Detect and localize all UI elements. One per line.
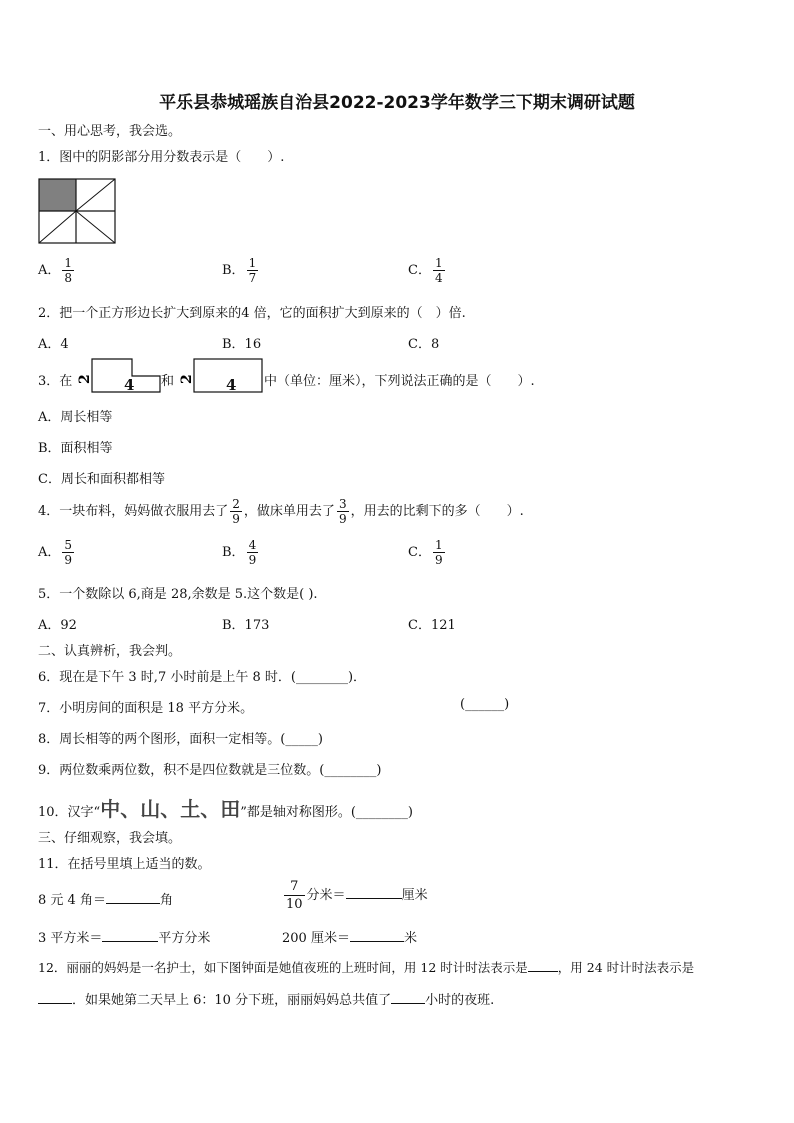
answer-blank-24h[interactable]: [38, 991, 72, 1004]
numerator: 1: [64, 256, 73, 270]
question-7-text: 7．小明房间的面积是 18 平方分米。: [38, 701, 254, 716]
denominator: 10: [286, 897, 303, 912]
shape-a-length: 4: [124, 376, 135, 394]
svg-text:2: 2: [77, 374, 93, 384]
answer-blank-12h[interactable]: [528, 959, 558, 972]
numerator: 2: [232, 497, 240, 511]
question-5-text: 5．一个数除以 6,商是 28,余数是 5.这个数是( ).: [38, 587, 318, 602]
numerator: 7: [290, 879, 299, 894]
q11-r2a-prefix: 3 平方米＝: [38, 931, 103, 946]
option-5a[interactable]: A．92: [38, 618, 77, 633]
q11-r1b-prefix: 分米＝: [306, 888, 346, 903]
q4-part-3: ，用去的比剩下的多（ ）.: [350, 504, 524, 519]
numerator: 5: [64, 538, 73, 552]
question-3-prefix: 3．在: [38, 374, 73, 389]
option-label: C．: [408, 263, 431, 278]
fraction-used-sheet: [337, 497, 349, 526]
numerator: 1: [434, 538, 443, 552]
option-4b[interactable]: [222, 538, 260, 567]
question-2-text: 2．把一个正方形边长扩大到原来的4 倍，它的面积扩大到原来的（ ）倍.: [38, 306, 466, 321]
q11-r1a-prefix: 8 元 4 角＝: [38, 893, 106, 908]
option-label: B．: [222, 545, 245, 560]
q12-part-4: 小时的夜班.: [425, 993, 495, 1008]
option-label: B．: [222, 263, 245, 278]
fraction: [247, 538, 259, 567]
option-3c[interactable]: C．周长和面积都相等: [38, 472, 165, 487]
option-1c[interactable]: [408, 256, 447, 285]
q11-r1b-unit: 厘米: [401, 888, 428, 903]
denominator: 4: [434, 271, 443, 285]
answer-blank[interactable]: [346, 886, 402, 899]
svg-text:2: 2: [179, 374, 195, 384]
question-9-text: 9．两位数乘两位数，积不是四位数就是三位数。(________): [38, 763, 382, 778]
answer-blank[interactable]: [350, 929, 404, 942]
q11-r2b-unit: 米: [403, 931, 417, 946]
shape-b-length: 4: [226, 376, 237, 394]
q11-r1a-unit: 角: [159, 893, 173, 908]
question-3-suffix: 中（单位：厘米），下列说法正确的是（ ）.: [264, 374, 535, 389]
fraction-used-clothes: [230, 497, 242, 526]
denominator: 8: [64, 271, 73, 285]
question-12-line-1: [38, 958, 694, 976]
option-5c[interactable]: C．121: [408, 618, 456, 633]
denominator: 9: [338, 512, 347, 526]
denominator: 9: [64, 553, 73, 567]
answer-blank[interactable]: [106, 891, 160, 904]
section-heading-2: 二、认真辨析，我会判。: [38, 644, 182, 659]
denominator: 9: [232, 512, 240, 526]
fraction: [62, 256, 74, 285]
section-heading-3: 三、仔细观察，我会填。: [38, 831, 182, 846]
fraction: [433, 538, 445, 567]
question-11-text: 11．在括号里填上适当的数。: [38, 857, 211, 872]
question-1-text: 1．图中的阴影部分用分数表示是（ ）.: [38, 150, 285, 165]
answer-blank-hours[interactable]: [391, 991, 425, 1004]
numerator: 1: [248, 256, 257, 270]
q11-row2-a: [38, 927, 210, 946]
question-10-text: [38, 793, 413, 822]
question-3-shape-b: [178, 358, 264, 394]
option-3a[interactable]: A．周长相等: [38, 410, 113, 425]
option-2b[interactable]: B．16: [222, 337, 262, 352]
q11-row1-b: [282, 878, 428, 913]
q11-row2-b: [282, 927, 417, 946]
question-3-shape-a: [76, 358, 162, 394]
denominator: 9: [434, 553, 443, 567]
q11-r2a-unit: 平方分米: [158, 931, 211, 946]
page-title: 平乐县恭城瑶族自治县2022-2023学年数学三下期末调研试题: [159, 93, 635, 113]
q10-suffix: ”都是轴对称图形。(________): [240, 805, 413, 820]
q12-part-1: 12．丽丽的妈妈是一名护士，如下图钟面是她值夜班的上班时间，用 12 时计时法表示是: [38, 960, 528, 975]
option-1b[interactable]: [222, 256, 260, 285]
question-12-line-2: [38, 989, 494, 1008]
question-8-text: 8．周长相等的两个图形，面积一定相等。(_____): [38, 732, 323, 747]
q12-part-2: ，用 24 时计时法表示是: [557, 960, 695, 975]
option-1a[interactable]: [38, 256, 76, 285]
option-2a[interactable]: A．4: [38, 337, 69, 352]
option-label: A．: [38, 263, 61, 278]
q4-part-2: ，做床单用去了: [243, 504, 335, 519]
question-3-and: 和: [161, 374, 175, 389]
q11-r2b-prefix: 200 厘米＝: [282, 931, 350, 946]
option-label: C．: [408, 545, 431, 560]
option-4c[interactable]: [408, 538, 447, 567]
question-4-text: [38, 497, 524, 526]
q10-prefix: 10．汉字“: [38, 805, 101, 820]
numerator: 1: [434, 256, 443, 270]
question-6-text: 6．现在是下午 3 时,7 小时前是上午 8 时．(________)．: [38, 670, 367, 685]
q4-part-1: 4．一块布料，妈妈做衣服用去了: [38, 504, 229, 519]
section-heading-1: 一、用心思考，我会选。: [38, 124, 182, 139]
question-7-answer-blank[interactable]: (______): [460, 697, 510, 712]
question-1-figure: [38, 178, 116, 244]
fraction: [247, 256, 259, 285]
q10-characters: 中、山、土、田: [100, 797, 241, 821]
fraction: [433, 256, 445, 285]
denominator: 7: [248, 271, 257, 285]
option-label: A．: [38, 545, 61, 560]
q11-row1-a: [38, 889, 173, 908]
denominator: 9: [248, 553, 257, 567]
numerator: 4: [248, 538, 257, 552]
fraction: [284, 878, 305, 913]
option-2c[interactable]: C．8: [408, 337, 440, 352]
fraction: [62, 538, 74, 567]
answer-blank[interactable]: [102, 929, 158, 942]
q12-part-3: ．如果她第二天早上 6：10 分下班，丽丽妈妈总共值了: [72, 993, 392, 1008]
option-3b[interactable]: B．面积相等: [38, 441, 113, 456]
option-4a[interactable]: [38, 538, 76, 567]
option-5b[interactable]: B．173: [222, 618, 270, 633]
numerator: 3: [338, 497, 347, 511]
